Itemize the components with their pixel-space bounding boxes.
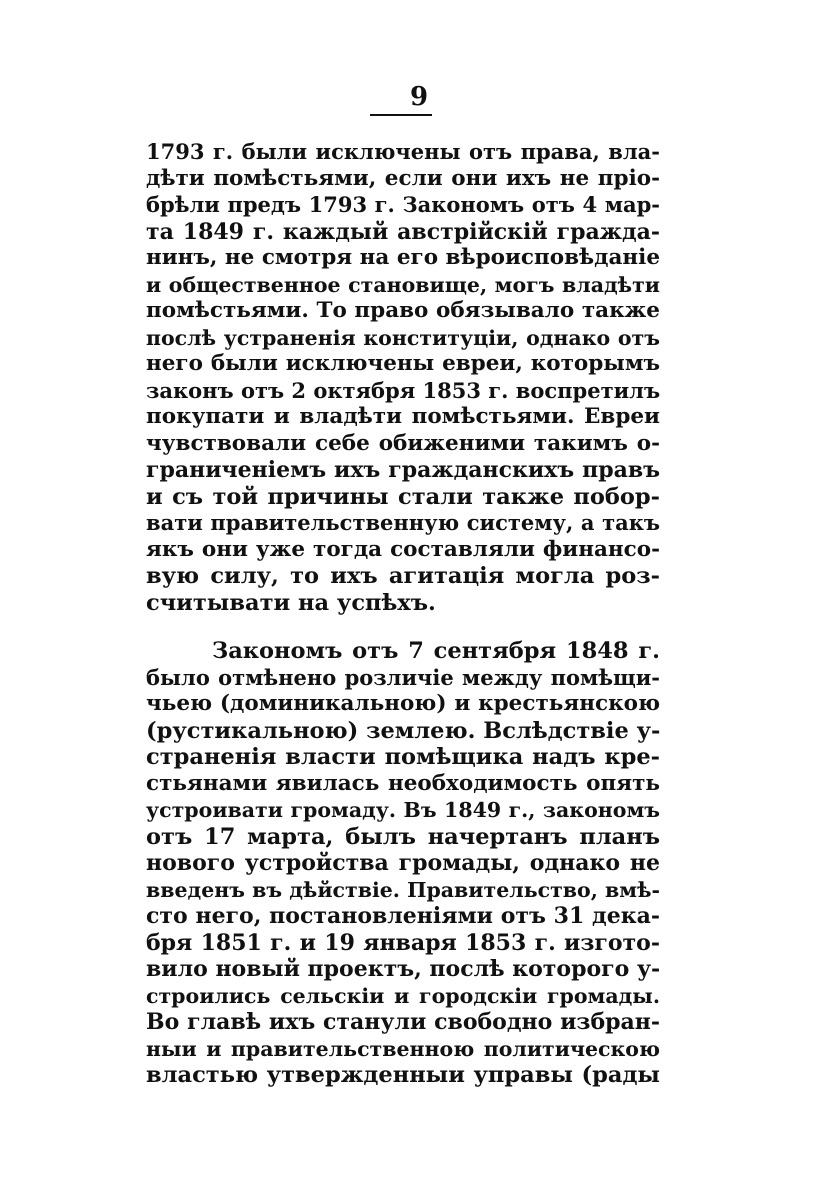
text-line: нинъ, не смотря на его вѣроисповѣданiе — [146, 245, 660, 270]
body-text — [146, 139, 660, 1089]
text-line: законъ отъ 2 октября 1853 г. воспретилъ — [146, 377, 661, 403]
text-line: граниченiемъ ихъ гражданскихъ правъ — [146, 457, 660, 483]
text-line: отъ 17 марта, былъ начертанъ планъ — [146, 823, 660, 850]
text-line: Закономъ отъ 7 сентября 1848 г. — [212, 638, 660, 664]
paragraph-1 — [146, 139, 660, 616]
text-line: него были исключены евреи, которымъ — [146, 351, 660, 376]
header-rule — [370, 114, 432, 116]
text-line: Во главѣ ихъ станули свободно избран- — [146, 1009, 660, 1035]
text-line: нового устройства громады, однако не — [146, 850, 660, 876]
text-line: вати правительственную систему, а такъ — [146, 510, 660, 535]
text-line: властью утвержденныи управы (рады — [146, 1062, 660, 1088]
text-line: было отмѣнено розличiе между помѣщи- — [146, 664, 660, 690]
text-line: 1793 г. были исключены отъ права, вла- — [146, 139, 660, 164]
text-line: вую силу, то ихъ агитацiя могла роз- — [146, 563, 660, 589]
text-line: послѣ устраненiя конституцiи, однако отъ — [146, 325, 660, 350]
text-line: и общественное становище, могъ владѣти — [146, 272, 660, 297]
text-line: ныи и правительственною политическою — [146, 1036, 660, 1061]
text-line: бря 1851 г. и 19 января 1853 г. изгото- — [146, 929, 660, 956]
text-line: строились сельскiи и городскiи громады. — [146, 983, 660, 1008]
text-line: чьею (доминикальною) и крестьянскою — [146, 691, 660, 716]
text-line: вило новый проектъ, послѣ которого у- — [146, 956, 661, 982]
text-line: стьянами явилась необходимость опять — [146, 770, 660, 796]
paragraph-2 — [146, 638, 660, 1089]
text-line: якъ они уже тогда составляли финансо- — [146, 536, 660, 562]
text-line: помѣстьями. То право обязывало также — [146, 298, 660, 323]
page-number: 9 — [409, 82, 431, 112]
text-line: сто него, постановленiями отъ 31 дека- — [146, 903, 660, 929]
text-line: и съ той причины стали также побор- — [146, 483, 660, 510]
text-line: (рустикальною) землею. Вслѣдствiе у- — [146, 717, 661, 744]
text-line: введенъ въ дѣйствiе. Правительство, вмѣ- — [146, 877, 660, 902]
paragraph-gap — [146, 616, 660, 638]
text-line: та 1849 г. каждый австрiйскiй гражда- — [146, 218, 660, 245]
text-line: считывати на успѣхъ. — [146, 589, 436, 616]
text-line: устроивати громаду. Въ 1849 г., закономъ — [146, 798, 660, 822]
text-line: брѣли предъ 1793 г. Закономъ отъ 4 мар- — [146, 192, 660, 217]
text-line: покупати и владѣти помѣстьями. Евреи — [146, 404, 660, 429]
text-line: чувствовали себе обиженими такимъ о- — [146, 430, 660, 456]
text-line: страненiя власти помѣщика надъ кре- — [146, 744, 660, 770]
text-line: дѣти помѣстьями, если они ихъ не прiо- — [146, 165, 660, 191]
